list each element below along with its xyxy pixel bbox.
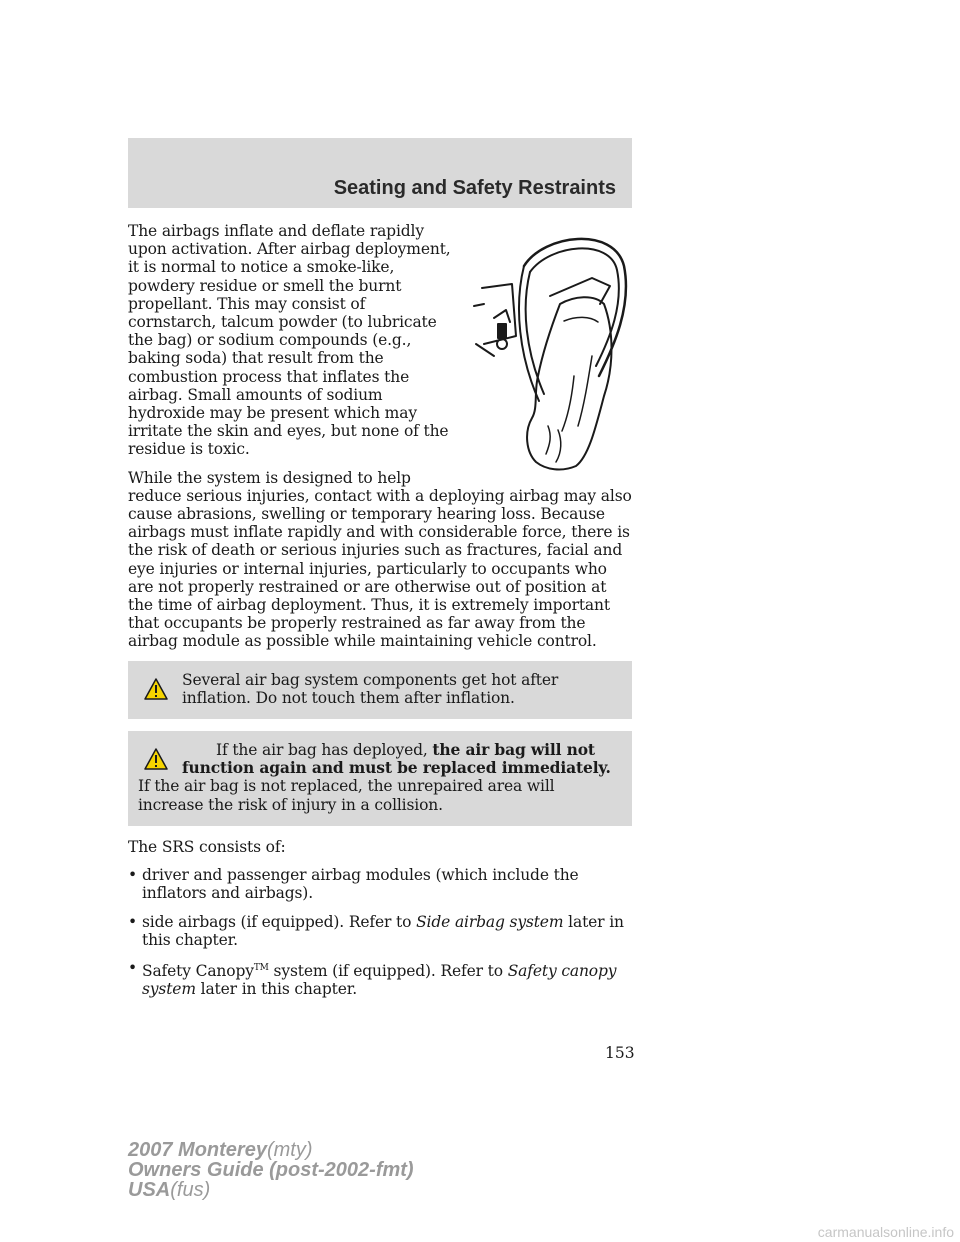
list-item (128, 866, 632, 902)
warning-replace-airbag (128, 731, 632, 826)
list-item (128, 959, 632, 999)
bullet-text: later in this chapter. (142, 912, 624, 949)
steering-wheel-airbag-icon (464, 226, 632, 476)
srs-components-list (128, 866, 632, 998)
list-item (128, 913, 632, 949)
bullet-mark: • (128, 866, 137, 885)
warning-triangle-icon (144, 677, 168, 701)
bullet-text: side airbags (if equipped). Refer to (142, 912, 417, 931)
warning-lead: If the air bag has deployed, (216, 741, 433, 760)
bullet-text: system (if equipped). Refer to (268, 962, 508, 981)
paragraph-injury-risk: While the system is designed to help reduce serious injuries, contact with a deploying airbag may also cause abrasions, swelling or temporary hearing loss. Because airbags must inflate rapidly and with considerable force, there is the risk of death or serious injuries such as fractures, facial and eye injuries or internal injuries, particularly to occupants who are not properly restrained or are otherwise out of position at the time of airbag deployment. Thus, it is extremely important that occupants be properly restrained as far away from the airbag module as possible while maintaining vehicle control. (128, 468, 632, 651)
warning-triangle-icon (144, 747, 168, 771)
bullet-mark: • (128, 958, 137, 977)
footer-market-code: (fus) (170, 1179, 211, 1201)
page-number: 153 (605, 1044, 635, 1062)
footer-model-code: (mty) (266, 1139, 313, 1161)
footer-guide: Owners Guide (post-2002-fmt) (128, 1159, 414, 1181)
cross-reference: Side airbag system (416, 912, 564, 931)
airbag-deployment-illustration (464, 226, 632, 476)
footer-model: 2007 Monterey (128, 1139, 267, 1161)
srs-intro: The SRS consists of: (128, 837, 286, 856)
paragraph-residue: The airbags inflate and deflate rapidly upon activation. After airbag deployment, it is normal to notice a smoke-like, powdery residue or smell the burnt propellant. This may consist of cornstarch, talcum powder (to lubricate the bag) or sodium compounds (e.g., baking soda) that result from the combustion process that inflates the airbag. Small amounts of sodium hydroxide may be present which may irritate the skin and eyes, but none of the residue is toxic. (128, 222, 451, 459)
warning-hot-components (128, 661, 632, 719)
bullet-text: Safety Canopy (142, 962, 254, 981)
warning-emphasis: the air bag will not function again and must be replaced immediately. (182, 740, 611, 778)
bullet-mark: • (128, 912, 137, 931)
warning-hot-components-text: Several air bag system components get hot after inflation. Do not touch them after inflation. (182, 670, 559, 707)
footer-market: USA (128, 1179, 171, 1201)
section-header (128, 138, 632, 208)
warning-replace-airbag-text (138, 741, 622, 814)
cross-reference: Safety canopy system (142, 962, 617, 999)
page-body (128, 222, 632, 1008)
bullet-text: later in this chapter. (195, 980, 358, 999)
trademark-mark: TM (253, 962, 269, 973)
watermark: carmanualsonline.info (817, 1224, 954, 1240)
bullet-text: driver and passenger airbag modules (which include the inflators and airbags). (142, 866, 579, 903)
document-footer (128, 1140, 414, 1200)
section-title: Seating and Safety Restraints (333, 177, 616, 199)
warning-rest: If the air bag is not replaced, the unrepaired area will increase the risk of injury in a collision. (138, 777, 555, 814)
